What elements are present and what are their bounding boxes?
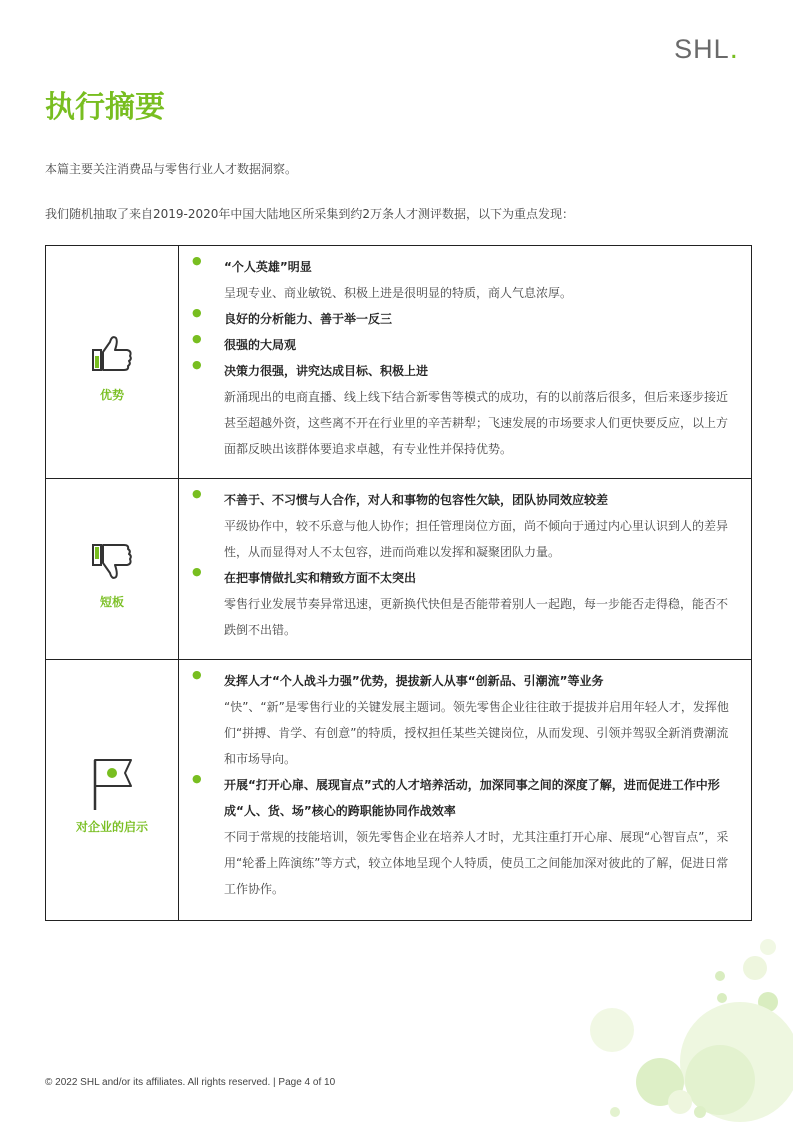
bullet-icon: ● (192, 358, 202, 371)
section-label: 优势 (99, 388, 124, 402)
intro-paragraph-2: 我们随机抽取了来自2019-2020年中国大陆地区所采集到约2万条人才测评数据，以下为重点发现： (45, 207, 575, 221)
section-weaknesses (46, 478, 751, 660)
bullet-icon: ● (192, 306, 202, 319)
bullet-icon: ● (192, 565, 202, 578)
section-strengths (46, 246, 751, 478)
thumbs-up-icon (91, 332, 135, 376)
bullet-icon: ● (192, 668, 202, 681)
list-item: ● 发挥人才“个人战斗力强”优势，提拔新人从事“创新品、引潮流”等业务 “快”、“新”是零售行业的关键发展主题词。领先零售企业往往敢于提拔并启用年轻人才，发挥他们“拼搏、肯学、有创意”的特质，授权担任某些关键岗位，从而发现、引领并驾驭全新消费潮流和市场导向。 (192, 668, 729, 766)
section-label: 短板 (99, 595, 124, 609)
list-item: ● 在把事情做扎实和精致方面不太突出 零售行业发展节奏异常迅速，更新换代快但是否能带着别人一起跑，每一步能否走得稳，能否不跌倒不出错。 (192, 565, 729, 637)
section-label-cell (46, 660, 179, 921)
list-item: ● 开展“打开心扉、展现盲点”式的人才培养活动，加深同事之间的深度了解，进而促进工作中形成“人、货、场”核心的跨职能协同作战效率 不同于常规的技能培训，领先零售企业在培养人才时，尤其注重打开心扉、展现“心智盲点”，采用“轮番上阵演练”等方式，较立体地呈现个人特质，使员工之间能加深对彼此的了解，促进日常工作协作。 (192, 772, 729, 896)
page-footer: © 2022 SHL and/or its affiliates. All rights reserved. | Page 4 of 10 (45, 1077, 336, 1088)
section-content (192, 668, 737, 902)
list-item: ● “个人英雄”明显 呈现专业、商业敏锐、积极上进是很明显的特质，商人气息浓厚。 (192, 254, 573, 300)
bullet-icon: ● (192, 254, 202, 267)
section-label-cell (46, 246, 179, 478)
list-item: ● 不善于、不习惯与人合作，对人和事物的包容性欠缺，团队协同效应较差 平级协作中，较不乐意与他人协作；担任管理岗位方面，尚不倾向于通过内心里认识到人的差异性，从而显得对人不太包容，进而尚难以发挥和凝聚团队力量。 (192, 487, 729, 559)
section-content (192, 487, 737, 643)
section-label: 对企业的启示 (75, 820, 148, 834)
flag-icon (91, 756, 135, 812)
bullet-icon: ● (192, 332, 202, 345)
bullet-icon: ● (192, 772, 202, 785)
list-item: ● 决策力很强，讲究达成目标、积极上进 新涌现出的电商直播、线上线下结合新零售等模式的成功，有的以前落后很多，但后来逐步接近甚至超越外资，这些离不开在行业里的辛苦耕犁；飞速发展的市场要求人们更快要反应，以上方面都反映出该群体要追求卓越，有专业性并保持优势。 (192, 358, 729, 456)
section-content (192, 254, 737, 462)
findings-table (45, 245, 752, 921)
intro-paragraph-1: 本篇主要关注消费品与零售行业人才数据洞察。 (45, 162, 298, 176)
shl-logo: SHL. (674, 32, 739, 65)
page-title: 执行摘要 (45, 90, 165, 125)
thumbs-down-icon (91, 539, 135, 583)
bullet-icon: ● (192, 487, 202, 500)
section-label-cell (46, 479, 179, 660)
list-item: ● 很强的大局观 (192, 332, 297, 352)
list-item: ● 良好的分析能力、善于举一反三 (192, 306, 393, 326)
section-implications (46, 659, 751, 921)
